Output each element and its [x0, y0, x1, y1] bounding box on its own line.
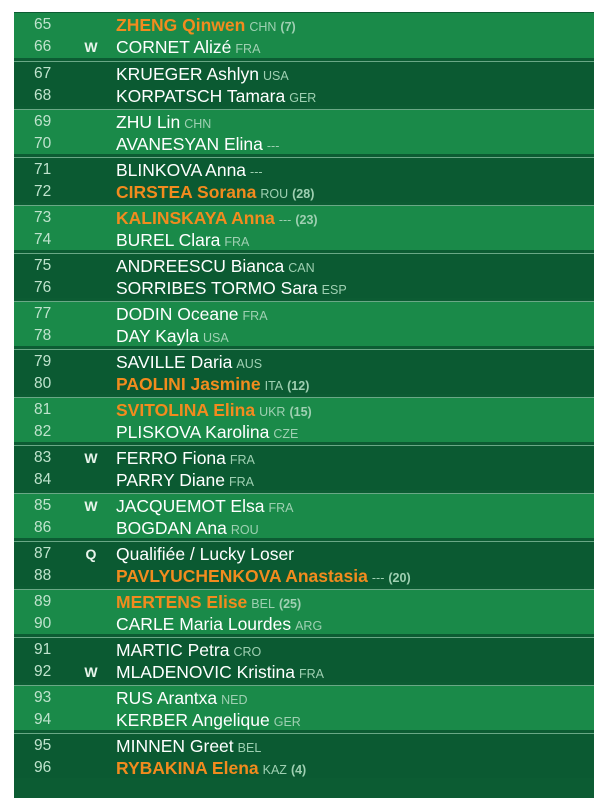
draw-row[interactable] [14, 543, 594, 565]
draw-pair [14, 493, 594, 538]
draw-pair [14, 589, 594, 634]
player[interactable] [116, 469, 254, 493]
player-country: --- [266, 139, 280, 153]
player-country: FRA [268, 501, 294, 515]
draw-row[interactable] [14, 159, 594, 181]
draw-row[interactable] [14, 757, 594, 779]
draw-position: 88 [34, 567, 52, 584]
player-name[interactable]: RUS Arantxa [116, 688, 218, 708]
player-country: FRA [298, 667, 324, 681]
draw-row[interactable] [14, 111, 594, 133]
player-name[interactable]: Qualifiée / Lucky Loser [116, 544, 295, 564]
player[interactable] [116, 757, 306, 781]
draw-row[interactable] [14, 181, 594, 203]
player-country: CZE [273, 427, 299, 441]
player[interactable] [116, 351, 262, 375]
draw-row[interactable] [14, 399, 594, 421]
draw-position: 84 [34, 471, 52, 488]
player-name[interactable]: MINNEN Greet [116, 736, 234, 756]
draw-position: 90 [34, 615, 52, 632]
player-country: GER [289, 91, 317, 105]
player[interactable] [116, 495, 293, 519]
draw-row[interactable] [14, 661, 594, 683]
draw-position: 66 [34, 38, 52, 55]
player[interactable] [116, 207, 318, 231]
player-name[interactable]: KALINSKAYA Anna [116, 208, 275, 228]
draw-position: 95 [34, 737, 52, 754]
player[interactable] [116, 565, 411, 589]
draw-pair [14, 685, 594, 730]
draw-position: 78 [34, 327, 52, 344]
player-country: ESP [321, 283, 347, 297]
draw-row[interactable] [14, 565, 594, 587]
draw-position: 81 [34, 401, 52, 418]
draw-row[interactable] [14, 735, 594, 757]
player[interactable] [116, 709, 301, 733]
draw-position: 96 [34, 759, 52, 776]
player-name[interactable]: ZHU Lin [116, 112, 181, 132]
player[interactable] [116, 517, 259, 541]
player-country: KAZ [262, 763, 287, 777]
draw-pair [14, 397, 594, 442]
draw-pair [14, 541, 594, 586]
player-name[interactable]: DAY Kayla [116, 326, 200, 346]
draw-position: 68 [34, 87, 52, 104]
draw-pair [14, 445, 594, 490]
draw-row[interactable] [14, 133, 594, 155]
draw-row[interactable] [14, 325, 594, 347]
player-name[interactable]: AVANESYAN Elina [116, 134, 263, 154]
player[interactable] [116, 373, 309, 397]
draw-table [14, 12, 594, 798]
player-country: CAN [288, 261, 315, 275]
player-country: FRA [228, 475, 254, 489]
draw-row[interactable] [14, 421, 594, 443]
player-name[interactable]: RYBAKINA Elena [116, 758, 259, 778]
draw-position: 77 [34, 305, 52, 322]
player[interactable] [116, 421, 298, 445]
player-name[interactable]: MLADENOVIC Kristina [116, 662, 295, 682]
player-name[interactable]: SORRIBES TORMO Sara [116, 278, 318, 298]
draw-row[interactable] [14, 255, 594, 277]
player-seed: (28) [292, 187, 315, 201]
player-country: FRA [229, 453, 255, 467]
draw-position: 65 [34, 16, 52, 33]
draw-row[interactable] [14, 36, 594, 58]
player-seed: (20) [388, 571, 411, 585]
player-country: FRA [242, 309, 268, 323]
player-name[interactable]: ZHENG Qinwen [116, 15, 246, 35]
player-name[interactable]: PAVLYUCHENKOVA Anastasia [116, 566, 368, 586]
player[interactable] [116, 325, 229, 349]
draw-position: 70 [34, 135, 52, 152]
player-country: ARG [295, 619, 323, 633]
player[interactable] [116, 85, 316, 109]
draw-pair [14, 109, 594, 154]
draw-row[interactable] [14, 303, 594, 325]
draw-position: 73 [34, 209, 52, 226]
draw-pair [14, 253, 594, 298]
player-country: BEL [251, 597, 275, 611]
draw-row[interactable] [14, 373, 594, 395]
draw-row[interactable] [14, 229, 594, 251]
draw-row[interactable] [14, 469, 594, 491]
player-name[interactable]: KORPATSCH Tamara [116, 86, 286, 106]
player-country: --- [250, 165, 263, 179]
player[interactable] [116, 447, 255, 471]
player[interactable] [116, 63, 289, 87]
draw-position: 89 [34, 593, 52, 610]
player[interactable] [116, 661, 324, 685]
player[interactable] [116, 133, 279, 157]
player-country: GER [273, 715, 301, 729]
draw-row[interactable] [14, 495, 594, 517]
player-seed: (15) [289, 405, 312, 419]
draw-position: 85 [34, 497, 52, 514]
player-name[interactable]: CORNET Alizé [116, 37, 232, 57]
draw-row[interactable] [14, 277, 594, 299]
draw-row[interactable] [14, 639, 594, 661]
draw-row[interactable] [14, 687, 594, 709]
draw-row[interactable] [14, 613, 594, 635]
draw-position: 79 [34, 353, 52, 370]
player-seed: (7) [280, 20, 296, 34]
player-name[interactable]: BLINKOVA Anna [116, 160, 247, 180]
player-country: BEL [237, 741, 262, 755]
entry-status: W [84, 498, 98, 514]
player-name[interactable]: MERTENS Elise [116, 592, 248, 612]
draw-position: 67 [34, 65, 52, 82]
player[interactable] [116, 14, 296, 38]
player-country: FRA [224, 235, 250, 249]
player[interactable] [116, 303, 268, 327]
player-name[interactable]: BOGDAN Ana [116, 518, 227, 538]
player[interactable] [116, 36, 260, 60]
draw-position: 91 [34, 641, 52, 658]
player-country: UKR [259, 405, 286, 419]
player-seed: (12) [287, 379, 310, 393]
draw-row[interactable] [14, 517, 594, 539]
player-name[interactable]: DODIN Oceane [116, 304, 239, 324]
player[interactable] [116, 399, 312, 423]
player[interactable] [116, 735, 261, 759]
draw-position: 92 [34, 663, 52, 680]
draw-pair [14, 349, 594, 394]
draw-position: 86 [34, 519, 52, 536]
player-country: ROU [230, 523, 259, 537]
player[interactable] [116, 181, 314, 205]
player-country: CRO [233, 645, 262, 659]
draw-position: 71 [34, 161, 52, 178]
entry-status: W [84, 450, 98, 466]
player-name[interactable]: SVITOLINA Elina [116, 400, 256, 420]
player[interactable] [116, 159, 263, 183]
draw-position: 82 [34, 423, 52, 440]
draw-pair [14, 205, 594, 250]
player-name[interactable]: KERBER Angelique [116, 710, 270, 730]
entry-status: W [84, 664, 98, 680]
draw-pair [14, 301, 594, 346]
player[interactable] [116, 277, 347, 301]
player-country: ITA [264, 379, 284, 393]
draw-pair [14, 13, 594, 58]
player[interactable] [116, 591, 301, 615]
entry-status: W [84, 39, 98, 55]
draw-position: 80 [34, 375, 52, 392]
draw-position: 87 [34, 545, 52, 562]
player-seed: (25) [278, 597, 302, 611]
draw-row[interactable] [14, 207, 594, 229]
draw-position: 72 [34, 183, 52, 200]
player-country: USA [203, 331, 229, 345]
player[interactable] [116, 687, 248, 711]
player-country: --- [371, 571, 385, 585]
player-name[interactable]: SAVILLE Daria [116, 352, 233, 372]
player-country: AUS [236, 357, 263, 371]
player-country: CHN [249, 20, 277, 34]
draw-position: 76 [34, 279, 52, 296]
draw-row[interactable] [14, 351, 594, 373]
draw-position: 74 [34, 231, 52, 248]
player-country: ROU [260, 187, 289, 201]
player-name[interactable]: PARRY Diane [116, 470, 225, 490]
player-country: CHN [184, 117, 212, 131]
player-country: USA [262, 69, 289, 83]
player-name[interactable]: MARTIC Petra [116, 640, 230, 660]
player-name[interactable]: ANDREESCU Bianca [116, 256, 285, 276]
player-seed: (23) [295, 213, 318, 227]
entry-status: Q [85, 546, 97, 562]
player-name[interactable]: FERRO Fiona [116, 448, 226, 468]
draw-position: 93 [34, 689, 52, 706]
draw-position: 75 [34, 257, 52, 274]
draw-row[interactable] [14, 709, 594, 731]
draw-row[interactable] [14, 63, 594, 85]
player-name[interactable]: JACQUEMOT Elsa [116, 496, 265, 516]
player-country: --- [278, 213, 292, 227]
player-name[interactable]: PLISKOVA Karolina [116, 422, 270, 442]
player-name[interactable]: BUREL Clara [116, 230, 221, 250]
draw-row[interactable] [14, 447, 594, 469]
player-name[interactable]: PAOLINI Jasmine [116, 374, 261, 394]
player[interactable] [116, 639, 261, 663]
draw-position: 94 [34, 711, 52, 728]
draw-row[interactable] [14, 85, 594, 107]
draw-pair [14, 733, 594, 778]
player[interactable] [116, 613, 322, 637]
player[interactable] [116, 229, 249, 253]
player-name[interactable]: CIRSTEA Sorana [116, 182, 257, 202]
player-name[interactable]: KRUEGER Ashlyn [116, 64, 259, 84]
draw-row[interactable] [14, 14, 594, 36]
player[interactable] [116, 543, 294, 565]
player-name[interactable]: CARLE Maria Lourdes [116, 614, 292, 634]
player[interactable] [116, 111, 211, 135]
player-country: FRA [235, 42, 261, 56]
draw-pair [14, 157, 594, 202]
player-seed: (4) [290, 763, 307, 777]
player-country: NED [221, 693, 248, 707]
player[interactable] [116, 255, 315, 279]
draw-position: 69 [34, 113, 52, 130]
draw-position: 83 [34, 449, 52, 466]
draw-row[interactable] [14, 591, 594, 613]
draw-pair [14, 61, 594, 106]
draw-pair [14, 637, 594, 682]
